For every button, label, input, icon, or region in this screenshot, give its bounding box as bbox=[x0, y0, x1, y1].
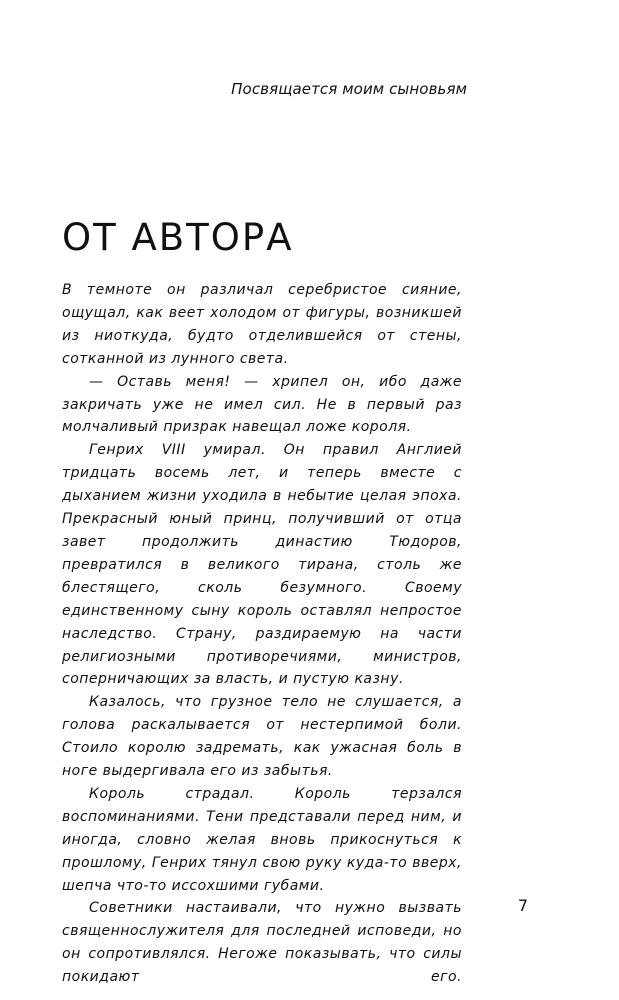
chapter-title: ОТ АВТОРА bbox=[62, 216, 294, 259]
paragraph-6: Советники настаивали, что нужно вызвать священнослужителя для последней исповеди, но он сопротивлялся. Негоже показывать, что силы покидают его. bbox=[62, 900, 462, 986]
page-number: 7 bbox=[517, 896, 528, 915]
paragraph-5: Король страдал. Король терзался воспоминаниями. Тени представали перед ним, и иногда, словно желая вновь прикоснуться к прошлому, Генрих тянул свою руку куда-то вверх, шепча что-то иссохшими губами. bbox=[62, 785, 462, 894]
paragraph-3: Генрих VIII умирал. Он правил Англией тридцать восемь лет, и теперь вместе с дыханием жизни уходила в небытие целая эпоха. Прекрасный юный принц, получивший от отца завет продолжить династию Тюдоров, превратился в великого тирана, столь же блестящего, сколь безумного. Своему единственному сыну король оставлял непростое наследство. Страну, раздираемую на части религиозными противоречиями, министров, соперничающих за власть, и пустую казну. bbox=[62, 442, 462, 688]
paragraph-1: В темноте он различал серебристое сияние, ощущал, как веет холодом от фигуры, возникшей из ниоткуда, будто отделившейся от стены, сотканной из лунного света. bbox=[62, 282, 462, 367]
chapter-body bbox=[62, 279, 462, 989]
paragraph-2: — Оставь меня! — хрипел он, ибо даже закричать уже не имел сил. Не в первый раз молчаливый призрак навещал ложе короля. bbox=[62, 373, 462, 436]
dedication: Посвящается моим сыновьям bbox=[231, 80, 467, 98]
paragraph-4: Казалось, что грузное тело не слушается, а голова раскалывается от нестерпимой боли. Стоило королю задремать, как ужасная боль в ноге выдергивала его из забытья. bbox=[62, 694, 462, 780]
